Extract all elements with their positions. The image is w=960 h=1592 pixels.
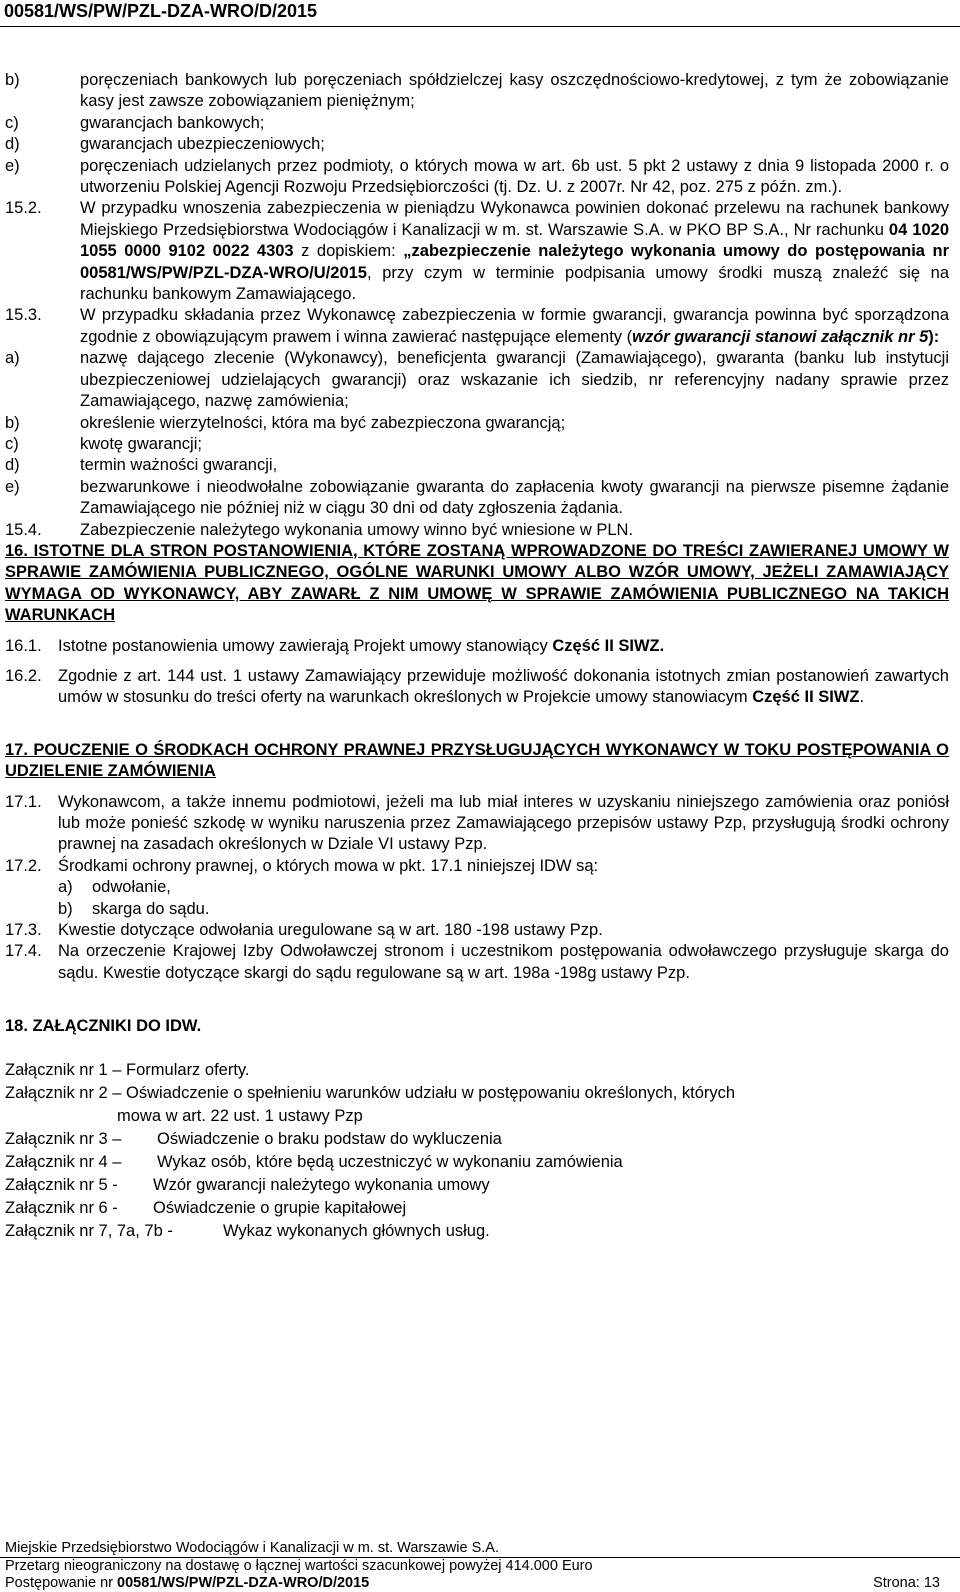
emphasis-text: wzór gwarancji stanowi załącznik nr 5 (632, 327, 929, 346)
paragraph-number: 17.3. (5, 921, 42, 940)
footer-tender: Przetarg nieograniczony na dostawę o łącznej wartości szacunkowej powyżej 414.000 Euro (5, 1558, 593, 1574)
list-item (5, 477, 949, 520)
paragraph-number: 17.2. (5, 856, 42, 875)
header-rule (0, 26, 960, 27)
paragraph-15-3 (5, 305, 949, 348)
bold-run: Część II SIWZ (752, 688, 860, 707)
paragraph-number: 16.1. (5, 636, 42, 655)
list-text: bezwarunkowe i nieodwołalne zobowiązanie gwaranta do zapłacenia kwoty gwarancji na pierwsze pisemne żądanie Zamawiającego nie później niż w ciągu 30 dni od daty zgłoszenia żądania. (80, 477, 949, 518)
section-16-title: 16. ISTOTNE DLA STRON POSTANOWIENIA, KTÓRE ZOSTANĄ WPROWADZONE DO TREŚCI ZAWIERANEJ UMOWY W SPRAWIE ZAMÓWIENIA PUBLICZNEGO, OGÓLNE WARUNKI UMOWY ALBO WZÓR UMOWY, JEŻELI ZAMAWIAJĄCY WYMAGA OD WYKONAWCY, ABY ZAWARŁ Z NIM UMOWĘ W SPRAWIE ZAMÓWIENIA PUBLICZNEGO NA TAKICH WARUNKACH (5, 541, 949, 625)
paragraph-number: 16.2. (5, 666, 42, 685)
list-label: b) (5, 413, 20, 432)
list-item (5, 455, 949, 476)
paragraph-16-1 (5, 636, 949, 657)
page-header: 00581/WS/PW/PZL-DZA-WRO/D/2015 (4, 1, 318, 21)
section-18-title: 18. ZAŁĄCZNIKI DO IDW. (5, 1017, 202, 1036)
list-text: kwotę gwarancji; (80, 434, 202, 453)
attachment-1: Załącznik nr 1 – Formularz oferty. (5, 1061, 250, 1080)
paragraph-text (58, 666, 949, 709)
paragraph-text (58, 636, 949, 657)
paragraph-number: 15.2. (5, 199, 42, 218)
paragraph-text (80, 198, 949, 305)
list-text: termin ważności gwarancji, (80, 456, 278, 475)
list-text: gwarancjach bankowych; (80, 113, 265, 132)
list-item (5, 156, 949, 199)
list-label: b) (5, 71, 20, 89)
page-number: Strona: 13 (873, 1575, 940, 1591)
list-label: a) (58, 878, 73, 897)
bold-run: Część II SIWZ. (552, 636, 665, 655)
list-item (5, 413, 949, 434)
attachment-text: Oświadczenie o braku podstaw do wykluczenia (157, 1130, 502, 1149)
paragraph-number: 15.4. (5, 520, 42, 539)
bank-account-number: 04 1020 1055 0000 9102 0022 4303 (80, 220, 949, 261)
list-label: b) (58, 899, 73, 918)
text-run: Zgodnie z art. 144 ust. 1 ustawy Zamawiający przewiduje możliwość dokonania istotnych zmian postanowień zawartych umów w stosunku do treści oferty na warunkach określonych w Projekcie umowy stanowiacym (58, 666, 949, 707)
text-run: ): (928, 327, 940, 346)
list-label: c) (5, 113, 19, 132)
page-footer (0, 1540, 960, 1592)
list-label: d) (5, 456, 20, 475)
list-item (5, 70, 949, 113)
paragraph-number: 17.1. (5, 792, 42, 811)
attachment-label: Załącznik nr 7, 7a, 7b - (5, 1222, 173, 1241)
paragraph-text (80, 305, 949, 348)
text-run: , przy czym w terminie podpisania umowy środki muszą znaleźć się na rachunku bankowym Zamawiającego. (80, 263, 949, 304)
text-run: Postępowanie nr (5, 1575, 118, 1591)
paragraph-text: Na orzeczenie Krajowej Izby Odwoławczej stronom i uczestnikom postępowania odwoławczego przysługuje skarga do sądu. Kwestie dotyczące skargi do sądu regulowane są w art. 198a -198g ustawy Pzp. (58, 942, 949, 982)
attachment-text: Wykaz osób, które będą uczestniczyć w wykonaniu zamówienia (157, 1153, 623, 1172)
text-run: . (859, 688, 865, 707)
attachment-row (5, 1128, 949, 1151)
list-item (5, 113, 949, 134)
list-text: odwołanie, (92, 878, 171, 897)
attachment-row (5, 1197, 949, 1220)
attachment-row (5, 1174, 949, 1197)
list-item (5, 877, 949, 898)
attachment-row (5, 1151, 949, 1174)
paragraph-17-4 (5, 941, 949, 984)
list-item (5, 348, 949, 412)
list-item (5, 134, 949, 155)
attachment-label: Załącznik nr 3 – (5, 1130, 122, 1149)
paragraph-16-2 (5, 666, 949, 709)
list-text: poręczeniach bankowych lub poręczeniach spółdzielczej kasy oszczędnościowo-kredytowej, z tym że zobowiązanie kasy jest zawsze zobowiązaniem pieniężnym; (80, 71, 949, 111)
paragraph-number: 17.4. (5, 942, 42, 961)
attachment-label: Załącznik nr 4 – (5, 1153, 122, 1172)
list-label: e) (5, 477, 20, 496)
list-text: gwarancjach ubezpieczeniowych; (80, 135, 325, 154)
attachment-label: Załącznik nr 5 - (5, 1176, 118, 1195)
list-text: nazwę dającego zlecenie (Wykonawcy), beneficjenta gwarancji (Zamawiającego), gwaranta (banku lub instytucji ubezpieczeniowej udzielających gwarancji) oraz wskazanie ich siedzib, nr referencyjny nadany sprawie przez Zamawiającego, nazwę zamówienia; (80, 349, 949, 411)
section-17-title: 17. POUCZENIE O ŚRODKACH OCHRONY PRAWNEJ PRZYSŁUGUJĄCYCH WYKONAWCY W TOKU POSTĘPOWANIA O UDZIELENIE ZAMÓWIENIA (5, 740, 949, 781)
text-run: Istotne postanowienia umowy zawierają Projekt umowy stanowiący (58, 636, 553, 655)
paragraph-17-2 (5, 856, 949, 877)
document-body (5, 70, 949, 1243)
text-run: z dopiskiem: (293, 242, 404, 261)
paragraph-15-2 (5, 198, 949, 305)
text-run: W przypadku wnoszenia zabezpieczenia w pieniądzu Wykonawca powinien dokonać przelewu na rachunek bankowy Miejskiego Przedsiębiorstwa Wodociągów i Kanalizacji w m. st. Warszawie S.A. w PKO BP S.A., Nr rachunku (80, 199, 949, 239)
attachment-text: Oświadczenie o grupie kapitałowej (153, 1199, 407, 1218)
list-item (5, 899, 949, 920)
list-label: c) (5, 434, 19, 453)
list-label: e) (5, 156, 20, 175)
list-text: poręczeniach udzielanych przez podmioty, o których mowa w art. 6b ust. 5 pkt 2 ustawy z dnia 9 listopada 2000 r. o utworzeniu Polskiej Agencji Rozwoju Przedsiębiorczości (tj. Dz. U. z 2007r. Nr 42, poz. 275 z późn. zm.). (80, 156, 949, 197)
paragraph-text: Kwestie dotyczące odwołania uregulowane są w art. 180 -198 ustawy Pzp. (58, 921, 603, 940)
attachment-text: Wzór gwarancji należytego wykonania umowy (153, 1176, 490, 1195)
attachment-2-cont: mowa w art. 22 ust. 1 ustawy Pzp (117, 1107, 363, 1126)
paragraph-number: 15.3. (5, 306, 42, 325)
procedure-ref: 00581/WS/PW/PZL-DZA-WRO/D/2015 (117, 1575, 370, 1591)
attachment-label: Załącznik nr 6 - (5, 1199, 118, 1218)
list-text: skarga do sądu. (92, 899, 210, 918)
footer-procedure (5, 1575, 369, 1592)
list-item (5, 434, 949, 455)
list-label: d) (5, 135, 20, 154)
attachment-row (5, 1220, 949, 1243)
attachment-2: Załącznik nr 2 – Oświadczenie o spełnieniu warunków udziału w postępowaniu określonych, których (5, 1084, 736, 1103)
transfer-note: „zabezpieczenie należytego wykonania umowy do postępowania nr 00581/WS/PW/PZL-DZA-WRO/U/2015 (80, 242, 949, 282)
attachment-text: Wykaz wykonanych głównych usług. (223, 1222, 490, 1241)
list-label: a) (5, 349, 20, 368)
paragraph-text: Środkami ochrony prawnej, o których mowa w pkt. 17.1 niniejszej IDW są: (58, 856, 599, 875)
paragraph-text: Wykonawcom, a także innemu podmiotowi, jeżeli ma lub miał interes w uzyskaniu niniejszego zamówienia oraz poniósł lub może ponieść szkodę w wyniku naruszenia przez Zamawiającego przepisów ustawy Pzp, przysługują środki ochrony prawnej na zasadach określonych w Dziale VI ustawy Pzp. (58, 792, 949, 854)
paragraph-17-3 (5, 920, 949, 941)
footer-company: Miejskie Przedsiębiorstwo Wodociągów i Kanalizacji w m. st. Warszawie S.A. (5, 1540, 499, 1556)
list-text: określenie wierzytelności, która ma być zabezpieczona gwarancją; (80, 413, 566, 432)
paragraph-17-1 (5, 792, 949, 856)
text-run: W przypadku składania przez Wykonawcę zabezpieczenia w formie gwarancji, gwarancja powinna być sporządzona zgodnie z obowiązującym prawem i winna zawierać następujące elementy ( (80, 306, 949, 346)
paragraph-text: Zabezpieczenie należytego wykonania umowy winno być wniesione w PLN. (80, 520, 634, 539)
paragraph-15-4 (5, 520, 949, 541)
